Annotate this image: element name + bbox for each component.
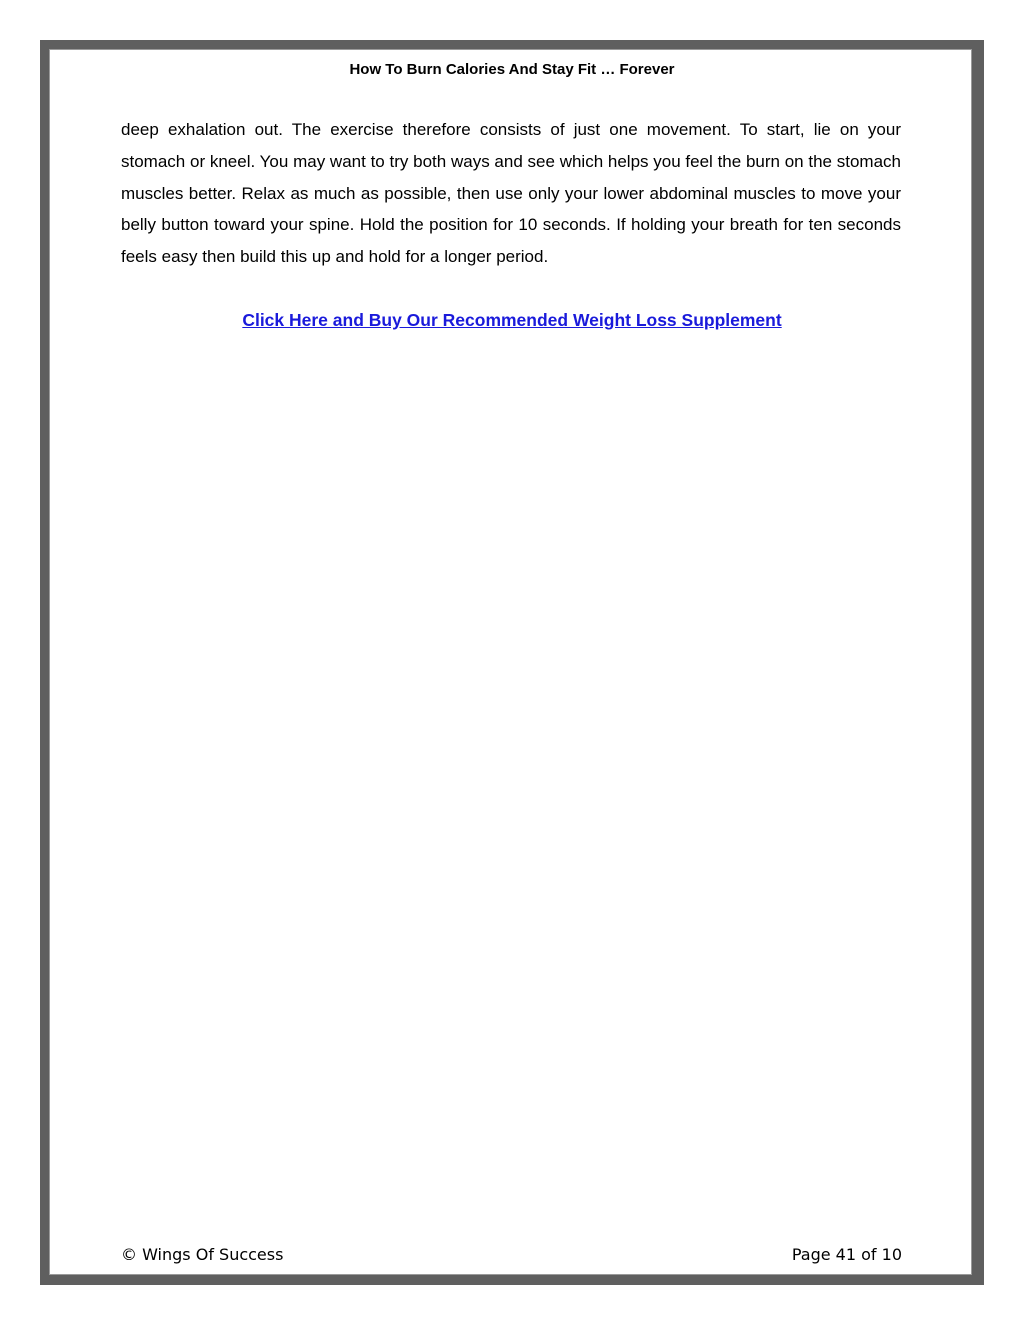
running-header: How To Burn Calories And Stay Fit … Forever xyxy=(349,61,675,78)
promo-link-container xyxy=(0,308,1024,332)
footer-page-number: Page 41 of 10 xyxy=(791,1245,902,1264)
footer-copyright: © Wings Of Success xyxy=(121,1245,284,1264)
body-paragraph: deep exhalation out. The exercise therefore consists of just one movement. To start, lie on your stomach or kneel. You may want to try both ways and see which helps you feel the burn on the stomach muscles better. Relax as much as possible, then use only your lower abdominal muscles to move your belly button toward your spine. Hold the position for 10 seconds. If holding your breath for ten seconds feels easy then build this up and hold for a longer period. xyxy=(121,120,901,267)
supplement-link[interactable]: Click Here and Buy Our Recommended Weight Loss Supplement xyxy=(242,310,782,330)
